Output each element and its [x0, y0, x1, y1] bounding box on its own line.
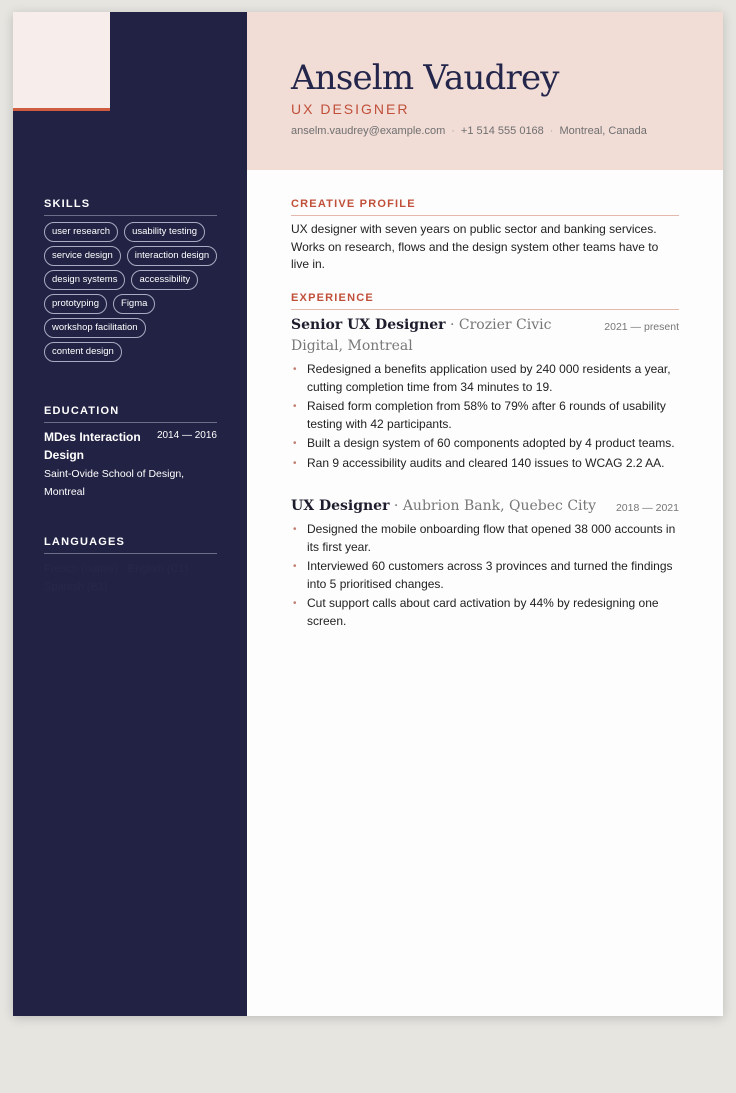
skill-chip: accessibility	[131, 270, 198, 290]
languages-text: French (native) · English (C1) · Spanish (B1)	[44, 563, 195, 593]
sidebar	[13, 12, 247, 1016]
job-header: UX Designer · Aubrion Bank, Quebec City 2018 — 2021	[291, 496, 679, 517]
skill-chip: Figma	[113, 294, 155, 314]
job-header: Senior UX Designer · Crozier Civic Digital, Montreal 2021 — present	[291, 317, 679, 354]
skill-chip: content design	[44, 342, 122, 362]
job-bullet: • Designed the mobile onboarding flow that opened 38 000 accounts in its first year.	[291, 521, 679, 556]
separator-dot: ·	[549, 125, 554, 137]
education-degree: MDes Interaction Design	[44, 430, 141, 462]
job-dates: 2018 — 2021	[615, 502, 679, 514]
skill-chip: workshop facilitation	[44, 318, 146, 338]
candidate-name: Anselm Vaudrey	[291, 58, 559, 98]
profile-heading: CREATIVE PROFILE	[291, 198, 679, 216]
experience-heading: EXPERIENCE	[291, 292, 679, 310]
job-bullet: • Built a design system of 60 components adopted by 4 product teams.	[291, 435, 679, 453]
job-role: UX DESIGNER	[291, 101, 410, 117]
job-bullet: • Redesigned a benefits application used by 240 000 residents a year, cutting completion time from 34 minutes to 19.	[291, 361, 679, 396]
contact-line	[291, 125, 647, 137]
job-bullets	[291, 361, 679, 472]
skill-chip: prototyping	[44, 294, 107, 314]
contact-phone: +1 514 555 0168	[460, 125, 544, 137]
education-school: Saint-Ovide School of Design, Montreal	[44, 468, 185, 498]
profile-photo-placeholder	[13, 12, 110, 111]
skill-chip: service design	[44, 246, 121, 266]
education-dates: 2014 — 2016	[156, 430, 217, 441]
job-entry	[291, 315, 679, 474]
job-title: UX Designer	[291, 498, 390, 514]
profile-text: UX designer with seven years on public sector and banking services. Works on research, flows and the design system other teams have to live in.	[291, 222, 659, 271]
header-band	[247, 12, 723, 170]
job-bullet: • Ran 9 accessibility audits and cleared 140 issues to WCAG 2.2 AA.	[291, 455, 679, 473]
contact-email: anselm.vaudrey@example.com	[291, 125, 446, 137]
job-bullets	[291, 521, 679, 630]
skill-chip: usability testing	[124, 222, 205, 242]
job-dates: 2021 — present	[604, 321, 679, 333]
job-bullet: • Interviewed 60 customers across 3 provinces and turned the findings into 5 prioritised changes.	[291, 558, 679, 593]
skills-list	[44, 222, 224, 362]
skill-chip: design systems	[44, 270, 125, 290]
skills-heading: SKILLS	[44, 198, 217, 216]
job-organization: Aubrion Bank, Quebec City	[402, 498, 597, 514]
skill-chip: user research	[44, 222, 118, 242]
separator-dot: ·	[451, 125, 455, 137]
contact-location: Montreal, Canada	[559, 125, 647, 137]
education-heading: EDUCATION	[44, 405, 217, 423]
job-title: Senior UX Designer	[291, 317, 446, 333]
job-organization: Crozier Civic Digital, Montreal	[291, 317, 552, 354]
languages-heading: LANGUAGES	[44, 536, 217, 554]
education-entry	[44, 428, 217, 501]
job-entry	[291, 496, 679, 632]
skill-chip: interaction design	[127, 246, 217, 266]
job-bullet: • Raised form completion from 58% to 79% after 6 rounds of usability testing with 42 participants.	[291, 398, 679, 433]
job-bullet: • Cut support calls about card activation by 44% by redesigning one screen.	[291, 595, 679, 630]
resume-page	[13, 12, 723, 1016]
